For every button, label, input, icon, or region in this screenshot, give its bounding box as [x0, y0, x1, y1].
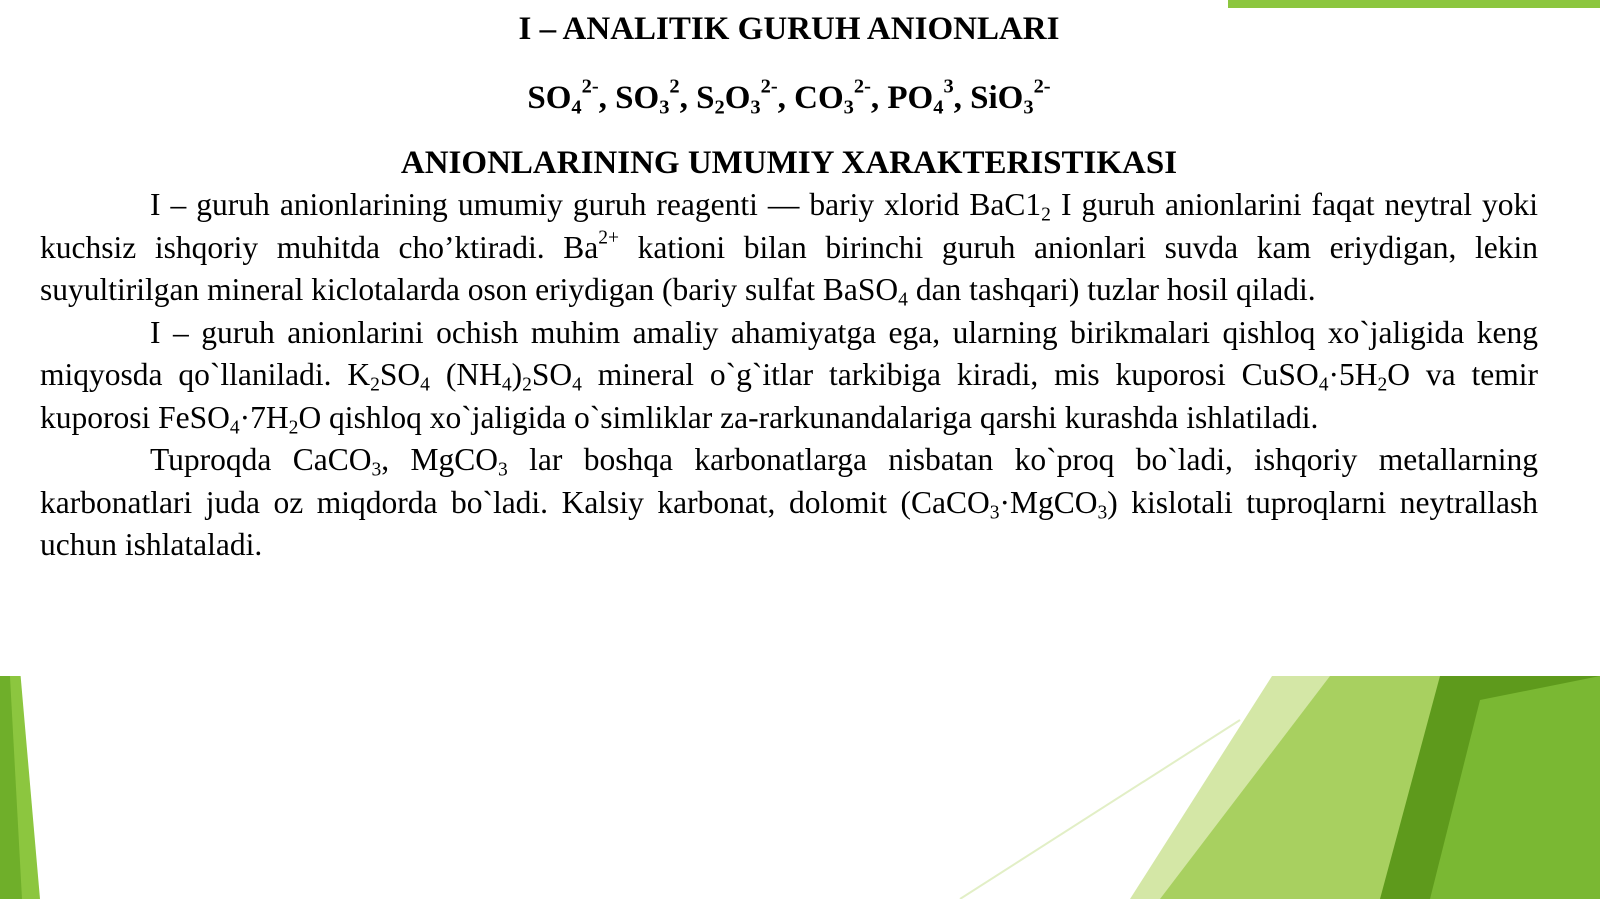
ion-formula: $CO_3^{2-}$,	[794, 75, 888, 119]
ion-formula: $S_2O_3^{2-}$,	[696, 75, 795, 119]
section-heading: ANIONLARINING UMUMIY XARAKTERISTIKASI	[400, 145, 1178, 181]
page-title: I – ANALITIK GURUH ANIONLARI	[518, 11, 1060, 47]
ion-formula: $SO_4^{2-}$,	[527, 75, 616, 119]
slide-content	[40, 8, 1538, 567]
anion-formula-list	[40, 76, 1538, 120]
paragraph-3: Tuproqda CaCO$_3$, MgCO$_3$ lar boshqa karbonatlarga nisbatan ko`proq bo`ladi, ishqoriy metallarning karbonatlari juda oz miqdorda bo`ladi. Kalsiy karbonat, dolomit (CaCO$_3$·MgCO$_3$) kislotali tuproqlarni neytrallash uchun ishlataladi.	[40, 442, 1538, 562]
ion-formula: $PO_4^3$,	[887, 75, 971, 119]
paragraph-2: I – guruh anionlarini ochish muhim amaliy ahamiyatga ega, ularning birikmalari qishloq xo`jaligida keng miqyosda qo`llaniladi. $K_2SO_4$ $(NH_4)_2SO_4$ mineral o`g`itlar tarkibiga kiradi, mis kuporosi $CuSO_4\cdot 5H_2O$ va temir kuporosi $FeSO_4\cdot 7H_2O$ qishloq xo`jaligida o`simliklar za-rarkunandalariga qarshi kurashda ishlatiladi.	[40, 314, 1538, 438]
ion-formula: SiO$_3^{2-}$	[970, 75, 1051, 119]
ion-formula: $SO_3^2$,	[615, 75, 697, 119]
top-right-accent	[1228, 0, 1600, 8]
paragraph-1: I – guruh anionlarining umumiy guruh reagenti — bariy xlorid $BaC1_2$ I guruh anionlarini faqat neytral yoki kuchsiz ishqoriy muhitda cho’ktiradi. $Ba^{2+}$ kationi bilan birinchi guruh anionlari suvda kam eriydigan, lekin suyultirilgan mineral kiclotalarda oson eriydigan (bariy sulfat BaSO$_4$ dan tashqari) tuzlar hosil qiladi.	[40, 187, 1538, 311]
